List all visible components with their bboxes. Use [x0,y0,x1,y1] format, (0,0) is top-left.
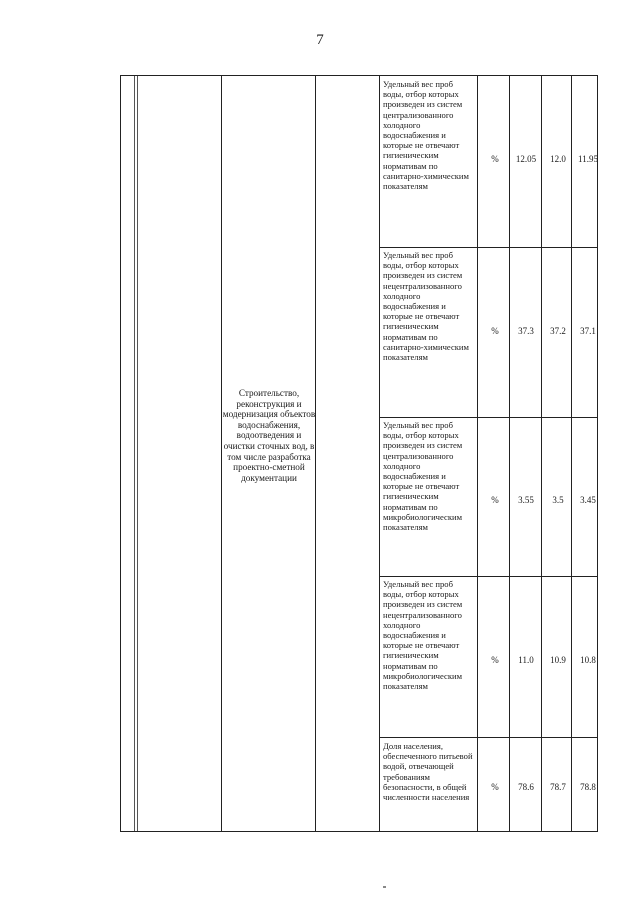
value-cell: 12.0 [550,154,566,164]
activity-cell: Строительство, реконструкция и модернизация объектов водоснабжения, водоотведения и очистки сточных вод, в том числе разработка проектно-сметной документации [222,388,316,483]
value-cell: 11.95 [578,154,598,164]
value-cell: 3.45 [580,495,596,505]
value-cell: 37.1 [580,326,596,336]
value-cell: 37.2 [550,326,566,336]
row-divider [379,737,597,738]
value-cell: 78.8 [580,782,596,792]
column-divider [571,76,572,831]
unit-cell: % [491,154,499,164]
column-divider [379,76,380,831]
page-number: 7 [316,32,324,48]
value-cell: 12.05 [515,154,537,164]
scan-speck [383,886,386,888]
unit-cell: % [491,782,499,792]
indicator-cell: Доля населения, обеспеченного питьевой водой, отвечающей требованиям безопасности, в общей численности населения [383,741,473,803]
column-divider [477,76,478,831]
row-divider [379,247,597,248]
indicator-cell: Удельный вес проб воды, отбор которых произведен из систем нецентрализованного холодного водоснабжения и которые не отвечают гигиеническим нормативам по микробиологическим показателям [383,579,463,692]
unit-cell: % [491,495,499,505]
unit-cell: % [491,655,499,665]
value-cell: 3.55 [518,495,534,505]
value-cell: 37.3 [518,326,534,336]
column-divider [541,76,542,831]
indicator-cell: Удельный вес проб воды, отбор которых произведен из систем централизованного холодного водоснабжения и которые не отвечают гигиеническим нормативам по микробиологическим показателям [383,420,463,533]
unit-cell: % [491,326,499,336]
value-cell: 3.5 [552,495,564,505]
column-divider [509,76,510,831]
column-divider [137,76,138,831]
value-cell: 10.8 [580,655,596,665]
value-cell: 10.9 [550,655,566,665]
indicator-cell: Удельный вес проб воды, отбор которых произведен из систем нецентрализованного холодного водоснабжения и которые не отвечают гигиеническим нормативам по санитарно-химическим показателям [383,250,469,363]
document-table [120,75,598,832]
row-divider [379,417,597,418]
value-cell: 78.6 [518,782,534,792]
value-cell: 78.7 [550,782,566,792]
row-divider [379,576,597,577]
column-divider [134,76,135,831]
indicator-cell: Удельный вес проб воды, отбор которых произведен из систем централизованного холодного водоснабжения и которые не отвечают гигиеническим нормативам по санитарно-химическим показателям [383,79,469,192]
value-cell: 11.0 [518,655,534,665]
